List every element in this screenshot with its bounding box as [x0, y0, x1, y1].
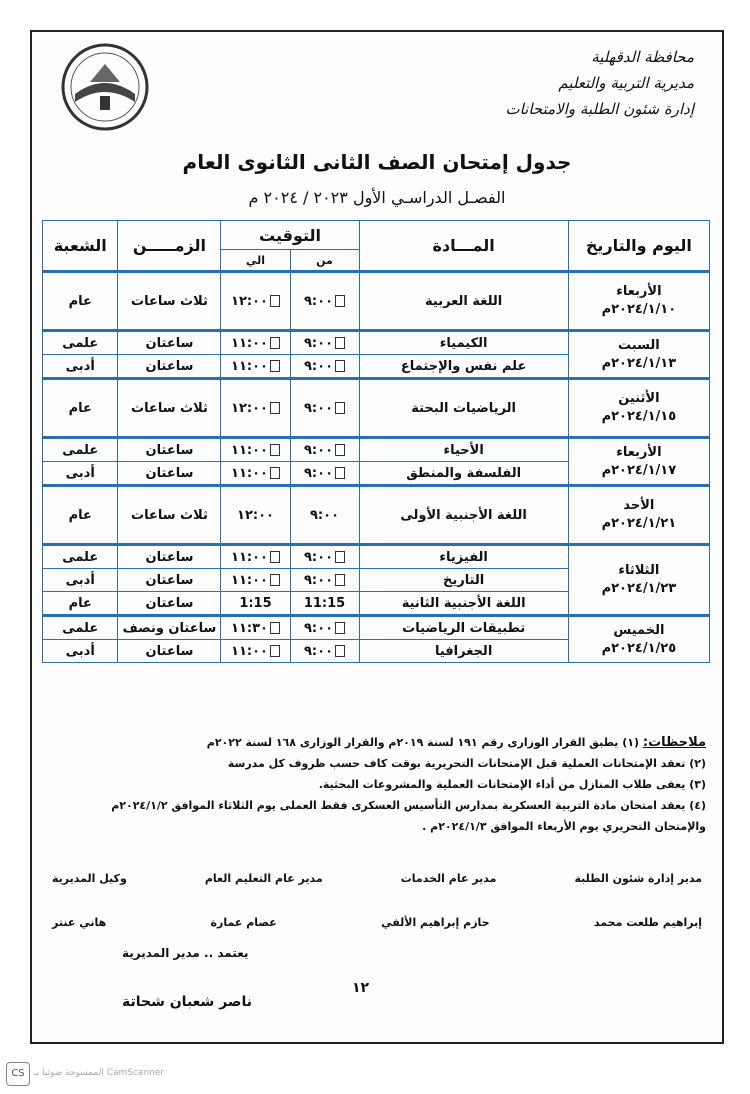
subject-cell: الأحياء [359, 438, 568, 462]
signature-title: مدير إدارة شئون الطلبة [574, 872, 702, 885]
header-to: الي [221, 250, 290, 272]
branch-cell: علمى [43, 438, 118, 462]
duration-cell: ثلاث ساعات [118, 272, 221, 331]
signature-titles [52, 872, 702, 885]
signature-title: مدير عام الخدمات [400, 872, 497, 885]
org-line-department: إدارة شئون الطلبة والامتحانات [505, 100, 694, 118]
director-name: ناصر شعبان شحاتة [122, 994, 252, 1010]
duration-cell: ساعتان ونصف [118, 616, 221, 640]
table-row [43, 438, 710, 462]
table-row [43, 272, 710, 331]
exam-schedule-table [42, 220, 710, 663]
table-row [43, 545, 710, 569]
subject-cell: الفيزياء [359, 545, 568, 569]
signature-name: هاني عنتر [52, 916, 107, 929]
org-line-governorate: محافظة الدقهلية [591, 48, 694, 66]
signature-title: وكيل المديرية [52, 872, 127, 885]
note-line: (٢) تعقد الإمتحانات العملية قبل الإمتحانات التحريرية بوقت كاف حسب ظروف كل مدرسة [227, 757, 706, 770]
page-title: جدول إمتحان الصف الثانى الثانوى العام [182, 150, 572, 174]
day-cell: الأثنين ٢٠٢٤/١/١٥م [568, 379, 709, 438]
organization-header [505, 44, 694, 122]
subject-cell: الرياضيات البحتة [359, 379, 568, 438]
branch-cell: علمى [43, 331, 118, 355]
time-from-cell: ٩:٠٠ [290, 486, 359, 545]
note-line: ملاحظات: (١) يطبق القرار الوزارى رقم ١٩١ لسنة ٢٠١٩م والقرار الوزارى ١٦٨ لسنة ٢٠٢٢م [206, 735, 706, 750]
page-subtitle: الفصـل الدراسـي الأول ٢٠٢٣ / ٢٠٢٤ م [248, 188, 506, 207]
subject-cell: تطبيقات الرياضيات [359, 616, 568, 640]
time-from-cell: ٩:٠٠ [290, 462, 359, 486]
day-cell: الأربعاء ٢٠٢٤/١/١٧م [568, 438, 709, 486]
notes-label: ملاحظات: [642, 735, 706, 750]
branch-cell: أدبى [43, 569, 118, 592]
table-row [43, 379, 710, 438]
time-to-cell: ١١:٣٠ [221, 616, 290, 640]
document-page [30, 30, 724, 1044]
time-to-cell: ١١:٠٠ [221, 640, 290, 663]
page-number: ١٢ [352, 980, 370, 996]
duration-cell: ساعتان [118, 569, 221, 592]
duration-cell: ساعتان [118, 592, 221, 616]
subject-cell: الكيمياء [359, 331, 568, 355]
duration-cell: ساعتان [118, 355, 221, 379]
note-line: والإمتحان التحريري يوم الأربعاء الموافق ٢٠٢٤/١/٣م . [422, 820, 706, 833]
subject-cell: علم نفس والإجتماع [359, 355, 568, 379]
governorate-logo [60, 42, 150, 132]
time-to-cell: ١٢:٠٠ [221, 272, 290, 331]
time-from-cell: ٩:٠٠ [290, 272, 359, 331]
subject-cell: التاريخ [359, 569, 568, 592]
day-cell: الأحد ٢٠٢٤/١/٢١م [568, 486, 709, 545]
branch-cell: عام [43, 379, 118, 438]
signature-name: عصام عمارة [210, 916, 277, 929]
notes-section [46, 732, 706, 837]
branch-cell: عام [43, 272, 118, 331]
duration-cell: ثلاث ساعات [118, 379, 221, 438]
time-from-cell: ٩:٠٠ [290, 379, 359, 438]
duration-cell: ساعتان [118, 640, 221, 663]
duration-cell: ساعتان [118, 438, 221, 462]
time-from-cell: ٩:٠٠ [290, 640, 359, 663]
header-from: من [290, 250, 359, 272]
header-timing: التوقيت [221, 221, 359, 250]
day-cell: الخميس ٢٠٢٤/١/٢٥م [568, 616, 709, 663]
signature-name: حازم إبراهيم الألفي [381, 916, 490, 929]
header-subject: المـــادة [359, 221, 568, 272]
subject-cell: الجغرافيا [359, 640, 568, 663]
time-from-cell: 11:15 [290, 592, 359, 616]
day-cell: السبت ٢٠٢٤/١/١٣م [568, 331, 709, 379]
note-line: (٣) يعفى طلاب المنازل من أداء الإمتحانات العملية والمشروعات البحثية. [318, 778, 706, 791]
header-day: اليوم والتاريخ [568, 221, 709, 272]
time-from-cell: ٩:٠٠ [290, 331, 359, 355]
branch-cell: أدبى [43, 640, 118, 663]
org-line-directorate: مديرية التربية والتعليم [558, 74, 694, 92]
branch-cell: أدبى [43, 355, 118, 379]
subject-cell: اللغة الأجنبية الأولى [359, 486, 568, 545]
branch-cell: عام [43, 592, 118, 616]
time-from-cell: ٩:٠٠ [290, 616, 359, 640]
header-duration: الزمـــــن [118, 221, 221, 272]
table-row [43, 486, 710, 545]
time-to-cell: ١١:٠٠ [221, 545, 290, 569]
table-row [43, 331, 710, 355]
camscanner-logo-icon: CS [6, 1062, 30, 1086]
signature-names [52, 916, 702, 929]
time-to-cell: ١٢:٠٠ [221, 486, 290, 545]
day-cell: الأربعاء ٢٠٢٤/١/١٠م [568, 272, 709, 331]
subject-cell: اللغة الأجنبية الثانية [359, 592, 568, 616]
day-cell: الثلاثاء ٢٠٢٤/١/٢٣م [568, 545, 709, 616]
scanner-watermark: الممسوحة ضوئيا بـ CamScanner [34, 1068, 165, 1078]
time-from-cell: ٩:٠٠ [290, 569, 359, 592]
branch-cell: علمى [43, 545, 118, 569]
time-to-cell: ١١:٠٠ [221, 462, 290, 486]
signature-title: مدير عام التعليم العام [204, 872, 323, 885]
duration-cell: ساعتان [118, 545, 221, 569]
duration-cell: ساعتان [118, 462, 221, 486]
time-to-cell: ١١:٠٠ [221, 438, 290, 462]
approval-label: يعتمد .. مدير المديرية [122, 946, 249, 960]
time-to-cell: ١١:٠٠ [221, 331, 290, 355]
branch-cell: علمى [43, 616, 118, 640]
duration-cell: ساعتان [118, 331, 221, 355]
time-from-cell: ٩:٠٠ [290, 545, 359, 569]
time-to-cell: ١٢:٠٠ [221, 379, 290, 438]
subject-cell: اللغة العربية [359, 272, 568, 331]
signature-name: إبراهيم طلعت محمد [593, 916, 702, 929]
header-branch: الشعبة [43, 221, 118, 272]
time-to-cell: ١١:٠٠ [221, 569, 290, 592]
time-from-cell: ٩:٠٠ [290, 438, 359, 462]
subject-cell: الفلسفة والمنطق [359, 462, 568, 486]
table-row [43, 616, 710, 640]
note-line: (٤) يعقد امتحان مادة التربية العسكرية بمدارس التأسيس العسكرى فقط العملى يوم الثلاثاء الموافق ٢٠٢٤/١/٢م [111, 799, 706, 812]
time-to-cell: ١١:٠٠ [221, 355, 290, 379]
branch-cell: أدبى [43, 462, 118, 486]
time-to-cell: 1:15 [221, 592, 290, 616]
branch-cell: عام [43, 486, 118, 545]
time-from-cell: ٩:٠٠ [290, 355, 359, 379]
duration-cell: ثلاث ساعات [118, 486, 221, 545]
